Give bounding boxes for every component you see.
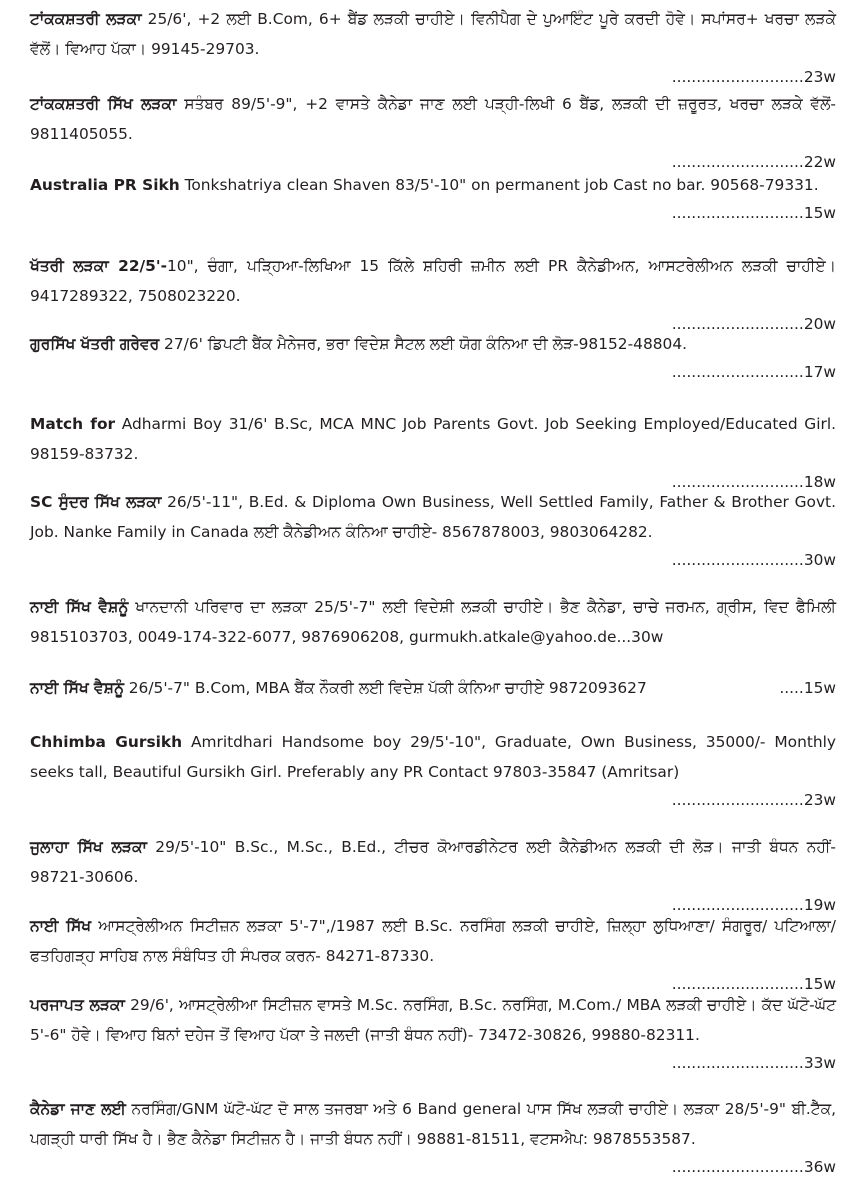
ad-code: ...30w <box>616 628 664 646</box>
ad-code: ...........................22w <box>671 153 836 171</box>
ad-lead: ਕੈਨੇਡਾ ਜਾਣ ਲਈ <box>30 1100 126 1118</box>
ad-text: ਸਤੰਬਰ 89/5'-9", +2 ਵਾਸਤੇ ਕੈਨੇਡਾ ਜਾਣ ਲਈ ਪੜ੍ਹੀ-ਲਿਖੀ 6 ਬੈਂਡ, ਲੜਕੀ ਦੀ ਜ਼ਰੂਰਤ, ਖਰਚਾ ਲੜਕੇ ਵੱਲੋਂ- 9811405055. <box>30 95 836 143</box>
ad-code: ...........................23w <box>671 68 836 86</box>
ad-lead: ਨਾਈ ਸਿੱਖ <box>30 917 92 935</box>
ad-text: 25/6', +2 ਲਈ B.Com, 6+ ਬੈਂਡ ਲੜਕੀ ਚਾਹੀਏ। ਵਿਨੀਪੈਗ ਦੇ ਪੁਆਇੰਟ ਪੂਰੇ ਕਰਦੀ ਹੋਵੇ। ਸਪਾਂਸਰ+ ਖਰਚਾ ਲੜਕੇ ਵੱਲੋਂ। ਵਿਆਹ ਪੱਕਾ। 99145-29703. <box>30 10 836 58</box>
ad-lead: ਨਾਈ ਸਿੱਖ ਵੈਸ਼ਨੂੰ <box>30 679 124 697</box>
ad-lead: ਗੁਰਸਿੱਖ ਖੱਤਰੀ ਗਰੇਵਰ <box>30 335 160 353</box>
ad-lead: ਨਾਈ ਸਿੱਖ ਵੈਸ਼ਨੂੰ <box>30 598 129 616</box>
ad-7 <box>30 487 836 574</box>
ad-code: ...........................17w <box>671 363 836 381</box>
ad-code: ...........................18w <box>671 473 836 491</box>
ad-text: ਖਾਨਦਾਨੀ ਪਰਿਵਾਰ ਦਾ ਲੜਕਾ 25/5'-7" ਲਈ ਵਿਦੇਸ਼ੀ ਲੜਕੀ ਚਾਹੀਏ। ਭੈਣ ਕੈਨੇਡਾ, ਚਾਚੇ ਜਰਮਨ, ਗ੍ਰੀਸ, ਵਿਦ ਫੈਮਿਲੀ 9815103703, 0049-174-322-6077, 9876906208, gurmukh.atkale@yahoo.de <box>30 598 837 646</box>
ad-text: Adharmi Boy 31/6' B.Sc, MCA MNC Job Parents Govt. Job Seeking Employed/Educated Girl. 98159-83732. <box>30 415 836 463</box>
ad-text: ਆਸਟ੍ਰੇਲੀਅਨ ਸਿਟੀਜ਼ਨ ਲੜਕਾ 5'-7",/1987 ਲਈ B.Sc. ਨਰਸਿੰਗ ਲੜਕੀ ਚਾਹੀਏ, ਜ਼ਿਲ੍ਹਾ ਲੁਧਿਆਣਾ/ ਸੰਗਰੂਰ/ ਪਟਿਆਲਾ/ ਫਤਹਿਗੜ੍ਹ ਸਾਹਿਬ ਨਾਲ ਸੰਬੰਧਿਤ ਹੀ ਸੰਪਰਕ ਕਰਨ- 84271-87330. <box>30 917 836 965</box>
ad-text: ਨਰਸਿੰਗ/GNM ਘੱਟੋ-ਘੱਟ ਦੋ ਸਾਲ ਤਜਰਬਾ ਅਤੇ 6 Band general ਪਾਸ ਸਿੱਖ ਲੜਕੀ ਚਾਹੀਏ। ਲੜਕਾ 28/5'-9" ਬੀ.ਟੈੱਕ, ਪਗੜ੍ਹੀ ਧਾਰੀ ਸਿੱਖ ਹੈ। ਭੈਣ ਕੈਨੇਡਾ ਸਿਟੀਜ਼ਨ ਹੈ। ਜਾਤੀ ਬੰਧਨ ਨਹੀਂ। 98881-81511, ਵਟਸਐਪ: 9878553587. <box>30 1100 836 1148</box>
ad-text: 29/5'-10" B.Sc., M.Sc., B.Ed., ਟੀਚਰ ਕੋਆਰਡੀਨੇਟਰ ਲਈ ਕੈਨੇਡੀਅਨ ਲੜਕੀ ਦੀ ਲੋੜ। ਜਾਤੀ ਬੰਧਨ ਨਹੀਂ- 98721-30606. <box>30 838 836 886</box>
ad-lead: Australia PR Sikh <box>30 176 180 194</box>
ad-lead: Match for <box>30 415 116 433</box>
ad-code: .....15w <box>779 679 836 697</box>
ad-10 <box>30 727 836 814</box>
ad-11 <box>30 832 836 919</box>
ad-lead: Chhimba Gursikh <box>30 733 183 751</box>
ad-5 <box>30 329 836 386</box>
ad-12 <box>30 911 836 998</box>
ad-code: ...........................30w <box>671 551 836 569</box>
ad-text: 10", ਚੰਗਾ, ਪੜ੍ਹਿਆ-ਲਿਖਿਆ 15 ਕਿੱਲੇ ਸ਼ਹਿਰੀ ਜ਼ਮੀਨ ਲਈ PR ਕੈਨੇਡੀਅਨ, ਆਸਟਰੇਲੀਅਨ ਲੜਕੀ ਚਾਹੀਏ। 9417289322, 7508023220. <box>30 257 836 305</box>
ad-code: ...........................15w <box>671 975 836 993</box>
ad-6 <box>30 409 836 496</box>
ad-code: ...........................36w <box>671 1158 836 1176</box>
ad-lead: SC ਸੁੰਦਰ ਸਿੱਖ ਲੜਕਾ <box>30 493 162 511</box>
ad-3 <box>30 170 836 227</box>
ad-text: 26/5'-7" B.Com, MBA ਬੈਂਕ ਨੌਕਰੀ ਲਈ ਵਿਦੇਸ਼ ਪੱਕੀ ਕੰਨਿਆ ਚਾਹੀਏ 9872093627 <box>123 679 647 697</box>
ad-code: ...........................15w <box>671 204 836 222</box>
ad-8 <box>30 592 836 652</box>
ad-2 <box>30 89 836 176</box>
ad-text: Tonkshatriya clean Shaven 83/5'-10" on permanent job Cast no bar. 90568-79331. <box>179 176 819 194</box>
ad-text: Amritdhari Handsome boy 29/5'-10", Graduate, Own Business, 35000/- Monthly seeks tall, Beautiful Gursikh Girl. Preferably any PR Contact 97803-35847 (Amritsar) <box>30 733 836 781</box>
ad-text: 26/5'-11", B.Ed. & Diploma Own Business, Well Settled Family, Father & Brother Govt. Job. Nanke Family in Canada ਲਈ ਕੈਨੇਡੀਅਨ ਕੰਨਿਆ ਚਾਹੀਏ- 8567878003, 9803064282. <box>30 493 836 541</box>
ad-13 <box>30 990 836 1077</box>
ad-code: ...........................20w <box>671 315 836 333</box>
ad-lead: ਜੁਲਾਹਾ ਸਿੱਖ ਲੜਕਾ <box>30 838 147 856</box>
ad-text: 29/6', ਆਸਟ੍ਰੇਲੀਆ ਸਿਟੀਜ਼ਨ ਵਾਸਤੇ M.Sc. ਨਰਸਿੰਗ, B.Sc. ਨਰਸਿੰਗ, M.Com./ MBA ਲੜਕੀ ਚਾਹੀਏ। ਕੱਦ ਘੱਟੋ-ਘੱਟ 5'-6" ਹੋਵੇ। ਵਿਆਹ ਬਿਨਾਂ ਦਹੇਜ ਤੋਂ ਵਿਆਹ ਪੱਕਾ ਤੇ ਜਲਦੀ (ਜਾਤੀ ਬੰਧਨ ਨਹੀਂ)- 73472-30826, 99880-82311. <box>30 996 836 1044</box>
ad-code: ...........................23w <box>671 791 836 809</box>
ad-1 <box>30 4 836 91</box>
ad-9 <box>30 673 836 703</box>
ad-lead: ਟਾਂਕਕਸ਼ਤਰੀ ਲੜਕਾ <box>30 10 142 28</box>
ad-lead: ਖੱਤਰੀ ਲੜਕਾ 22/5'- <box>30 257 167 275</box>
ad-4 <box>30 251 836 338</box>
ad-lead: ਟਾਂਕਕਸ਼ਤਰੀ ਸਿੱਖ ਲੜਕਾ <box>30 95 177 113</box>
ad-text: 27/6' ਡਿਪਟੀ ਬੈਂਕ ਮੈਨੇਜਰ, ਭਰਾ ਵਿਦੇਸ਼ ਸੈਟਲ ਲਈ ਯੋਗ ਕੰਨਿਆ ਦੀ ਲੋੜ-98152-48804. <box>159 335 688 353</box>
ad-code: ...........................33w <box>671 1054 836 1072</box>
ad-14 <box>30 1094 836 1181</box>
ad-lead: ਪਰਜਾਪਤ ਲੜਕਾ <box>30 996 125 1014</box>
ad-code: ...........................19w <box>671 896 836 914</box>
